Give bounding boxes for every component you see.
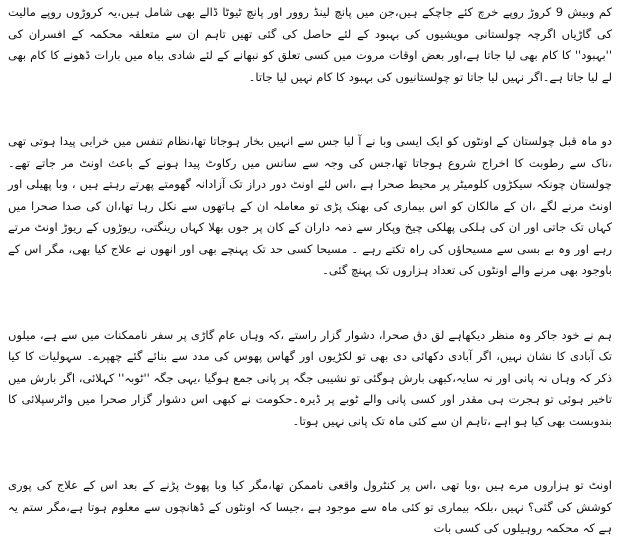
paragraph-spacer [8,454,612,476]
paragraph-treatment-question: اونٹ تو ہزاروں مرے ہیں ،وبا تھی ،اس پر کنٹرول واقعی ناممکن تھا،مگر کیا وبا پھوٹ پڑنے کے بعد اس کے علاج کی پوری کوشش کی گئی؟ نہیں ،بلکہ بیماری تو کئی ماہ سے موجود ہے ،جیسا کہ اونٹوں کے ڈھانچوں سے معلوم ہوتا ہے،مگر ستم یہ ہے کہ محکمہ روہیلوں کی کسی بات [8,478,612,535]
paragraph-spacer [8,303,612,325]
paragraph-spacer [8,110,612,132]
paragraph-spacer [8,432,612,454]
paragraph-desert-conditions: ہم نے خود جاکر وہ منظر دیکھاہے لق دق صحرا، دشوار گزار راستے ،کہ وہاں عام گاڑی پر سفر ناممکنات میں سے ہے، میلوں تک آبادی کا نشان نہیں، اگر آبادی دکھائی دی بھی تو لکڑیوں اور گھاس پھوس کی مدد سے بنائے گئے چھپرے۔ سہولیات کا کیا ذکر کہ وہاں نہ پانی اور نہ سایہ،کبھی بارش ہوگئی تو نشیبی جگہ پر پانی جمع ہوگیا ،یہی جگہ ''ٹوبہ'' کہلائی، اگر بارش میں تاخیر ہوئی تو ہجرت ہی مقدر اور کسی پانی والے ٹوبے پر ڈیرہ۔حکومت نے کبھی اس دشوار گزار صحرا میں واٹرسپلائی کا بندوبست بھی کیا ہو اہے ،تاہم ان سے کئی ماہ تک پانی نہیں ہوتا۔ [8,327,612,428]
paragraph-spacer [8,282,612,304]
paragraph-vehicles: کم وبیش 9 کروڑ روپے خرچ کئے جاچکے ہیں،جن میں پانچ لینڈ روور اور پانچ ٹیوٹا ڈالے بھی شامل ہیں،یہ کروڑوں روپے مالیت کی گاڑیاں اگرچہ چولستانی مویشیوں کی بہبود کے لئے حاصل کی گئی تھیں تاہم ان سے متعلقہ محکمہ کے افسران کی ''بہبود'' کا کام بھی لیا جاتا ہے،اور بعض اوقات مروت میں کسی تعلق کو نبھانے کے لئے شادی بیاہ میں بارات ڈھونے کا کام بھی لے لیا جاتا ہے۔اگر نہیں لیا جاتا تو چولستانیوں کی بہبود کا کام نہیں لیا جاتا۔ [8,5,613,84]
paragraph-camel-epidemic: دو ماہ قبل چولستان کے اونٹوں کو ایک ایسی وبا نے آ لیا جس سے انہیں بخار ہوجاتا تھا،نظام تنفس میں خرابی پیدا ہوتی تھی ،ناک سے رطوبت کا اخراج شروع ہوجاتا تھا،جس کی وجہ سے سانس میں رکاوٹ پیدا ہونے کے باعث اونٹ مر جاتے تھے۔ چولستان چونکہ سیکڑوں کلومیٹر پر محیط صحرا ہے ،اس لئے اونٹ دور دراز تک آزادانہ گھومتے پھرتے رہتے ہیں ، وبا پھیلی اور اونٹ مرنے لگے ،ان کے مالکان کو اس بیماری کی بھنک پڑی تو معاملہ ان کے ہاتھوں سے نکل رہا تھا،ان کی صدا صحرا میں کہاں تک جاتی اور ان کی ہلکی پھلکی چیخ وپکار سے ذمہ داران کے کان پر جوں بھلا کہاں رینگتی، ریوڑوں کے ریوڑ اونٹ مرتے رہے اور وہ بے بسی سے مسیحاؤں کی راہ تکتے رہے ۔ مسیحا کسی حد تک پہنچے بھی اور انھوں نے علاج کیا بھی، مگر اس کے باوجود بھی مرنے والے اونٹوں کی تعداد ہزاروں تک پہنچ گئی۔ [8,134,612,277]
paragraph-spacer [8,88,612,110]
article-body [8,2,612,540]
